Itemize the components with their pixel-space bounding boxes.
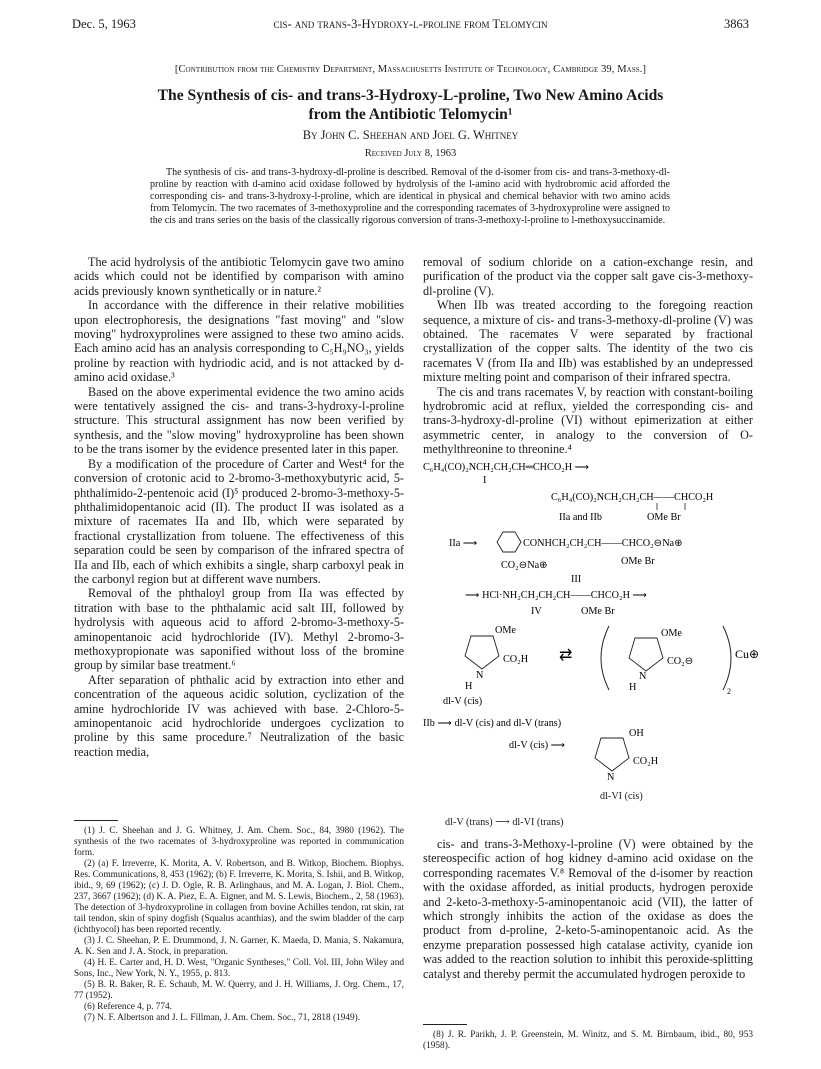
left-column (74, 255, 404, 759)
authors: By John C. Sheehan and Joel G. Whitney (302, 128, 519, 142)
page-header (72, 17, 749, 37)
scheme-step-8: dl-V (trans) ⟶ dl-VI (trans) (445, 817, 564, 828)
paragraph: cis- and trans-3-Methoxy-l-proline (V) were obtained by the stereospecific action of hog kidney d-amino acid oxidase on the corresponding racemates V.⁸ Removal of the d-isomer by reaction with the oxidase afforded, as initial products, hydrogen peroxide and 2-keto-3-methoxy-5-aminopentanoic acid (VII), the latter of which strongly inhibits the action of the oxidase as does the product from d-proline, 2-keto-5-aminopentanoic acid. As the enzyme preparation possessed high catalase activity, cyanide ion was added to the reaction solution to inhibit this peroxide-splitting catalyst and thereby permit the accumulated hydrogen peroxide to (423, 837, 753, 981)
compound-label-III: III (571, 574, 582, 585)
footnote: (2) (a) F. Irreverre, K. Morita, A. V. Robertson, and B. Witkop, Biochem. Biophys. Res. Communications, 8, 453 (1962); (b) F. Irreverre, K. Morita, S. Ishii, and B. Witkop, ibid., 9, 69 (1962); (c) J. D. Ogle, R. B. Arlinghaus, and M. A. Logan, J. Biol. Chem., 237, 3667 (1962); (d) K. A. Piez, E. A. Eigner, and M. S. Lewis, Biochem., 2, 58 (1963). The detection of 3-hydroxyproline in collagen from bovine Achilles tendon, rat skin, rat tail tendon, skin of spiny dogfish (Squalus acanthias), and the swim bladder of the carp (ichthyocol) has been reported recently. (74, 859, 404, 935)
title-line-2: from the Antibiotic Telomycin¹ (308, 106, 513, 123)
compound-label-IV: IV (531, 606, 542, 617)
footnote: (6) Reference 4, p. 774. (84, 1002, 173, 1012)
scheme-step-3: CONHCH₂CH₂CH——CHCO₂⊖Na⊕ (523, 538, 683, 549)
scheme-step-3-sub2: OMe Br (621, 556, 655, 567)
copper-ion: Cu⊕ (735, 647, 760, 661)
paragraph: After separation of phthalic acid by extraction into ether and concentration of the aqueous acidic solution, cyclization of the amine hydrochloride IV was achieved with base. 2-Chloro-5-aminopentanoic acid hydrochloride undergoes cyclization to proline by this same procedure.⁷ Neutralization of the basic reaction media, (74, 672, 404, 759)
paragraph: In accordance with the difference in their relative mobilities upon electrophoresis, the designations "fast moving" and "slow moving" hydroxyprolines were assigned to these two amino acids. Each amino acid has an analysis corresponding to C₅H₉NO₃, yields proline by reaction with hydriodic acid, and is not attacked by d-amino acid oxidase.³ (74, 298, 404, 385)
abstract: The synthesis of cis- and trans-3-hydroxy-dl-proline is described. Removal of the d-isomer from cis- and trans-3-methoxy-dl-proline by reaction with d-amino acid oxidase followed by hydrolysis of the l-amino acid with hydrobromic acid afforded the corresponding cis- and trans-3-hydroxy-l-proline, which are identical in physical and chemical behavior with two amino acids from Telomycin. The two racemates of 3-methoxyproline and the corresponding racemates of 3-hydroxyproline were assigned to the cis and trans series on the basis of the classically rigorous conversion of trans-3-methoxy-l-proline to l-methoxysuccinamide. (150, 167, 670, 226)
page-number: 3863 (724, 17, 749, 31)
scheme-step-1: C₆H₄(CO)₂NCH₂CH₂CH═CHCO₂H ⟶ (423, 462, 590, 473)
vi-carboxyl: CO₂H (633, 756, 659, 767)
cu-hydrogen: H (629, 682, 637, 693)
paragraph: The cis and trans racemates V, by reaction with constant-boiling hydrobromic acid at reflux, yielded the corresponding cis- and trans-3-hydroxy-dl-proline (VI) without epimerization at either asymmetric center, in analogy to the conversion of O-methylthreonine to threonine.⁴ (423, 384, 753, 457)
compound-label-dl-V-cis: dl-V (cis) (443, 696, 483, 707)
paragraph: removal of sodium chloride on a cation-exchange resin, and purification of the product via the copper salt gave cis-3-methoxy-dl-proline (V). (423, 255, 753, 298)
v-methoxy: OMe (495, 625, 516, 636)
v-hydrogen: H (465, 681, 473, 692)
received-date: Received July 8, 1963 (364, 148, 457, 159)
footnote: (8) J. R. Parikh, J. P. Greenstein, M. Winitz, and S. M. Birnbaum, ibid., 80, 953 (1958). (423, 1030, 753, 1051)
benzene-ring (497, 532, 521, 552)
footnote: (1) J. C. Sheehan and J. G. Whitney, J. Am. Chem. Soc., 84, 3980 (1962). The synthesis of the two racemates of 3-hydroxyproline was reported in communication form. (74, 826, 404, 858)
right-bracket (723, 626, 731, 690)
v-carboxyl: CO₂H (503, 654, 529, 665)
compound-label-dl-VI-cis: dl-VI (cis) (600, 791, 643, 802)
reaction-scheme (423, 458, 763, 783)
contribution-line: [Contribution from the Chemistry Department, Massachusetts Institute of Technology, Cambridge 39, Mass.] (174, 64, 647, 75)
scheme-step-6: IIb ⟶ dl-V (cis) and dl-V (trans) (423, 718, 562, 729)
right-column-continued (423, 837, 753, 981)
scheme-step-3-arrow: IIa ⟶ (449, 538, 478, 549)
footnote: (4) H. E. Carter and, H. D. West, "Organic Syntheses," Coll. Vol. III, John Wiley and Sons, Inc., New York, N. Y., 1955, p. 813. (74, 958, 404, 979)
scheme-step-4-sub: OMe Br (581, 606, 615, 617)
scheme-step-2-sub: OMe Br (647, 512, 681, 523)
scheme-step-3-sub1: CO₂⊖Na⊕ (501, 560, 548, 571)
footnotes-right (423, 1030, 753, 1052)
compound-label-I: I (483, 475, 487, 486)
scheme-step-7: dl-V (cis) ⟶ (509, 740, 566, 751)
article-title (70, 86, 751, 124)
footnote: (3) J. C. Sheehan, P. E. Drummond, J. N. Garner, K. Maeda, D. Mania, S. Nakamura, A. K. Sen and J. A. Stock, in preparation. (74, 936, 404, 957)
cu-methoxy: OMe (661, 628, 682, 639)
scheme-step-2: C₆H₄(CO)₂NCH₂CH₂CH——CHCO₂H (551, 492, 714, 503)
vi-hydroxyl: OH (629, 728, 644, 739)
paragraph: Based on the above experimental evidence the two amino acids were tentatively assigned the cis- and trans-3-hydroxy-l-proline structure. This structural assignment has now been verified by synthesis, and the "slow moving" hydroxyproline has been shown to be the trans isomer by the evidence presented later in this paper. (74, 384, 404, 457)
cu-nitrogen: N (639, 671, 647, 682)
running-title: cis- and trans-3-Hydroxy-l-proline from Telomycin (273, 17, 548, 31)
v-nitrogen: N (476, 670, 484, 681)
right-column (423, 255, 753, 457)
footnote: (7) N. F. Albertson and J. L. Fillman, J. Am. Chem. Soc., 71, 2818 (1949). (84, 1013, 361, 1023)
left-bracket (601, 626, 609, 690)
footnote-rule-right (423, 1024, 467, 1025)
proline-ring-copper-salt (629, 628, 693, 693)
equilibrium-arrows: ⇄ (559, 647, 573, 664)
header-date: Dec. 5, 1963 (72, 17, 136, 31)
footnote: (5) B. R. Baker, R. E. Schaub, M. W. Querry, and J. H. Williams, J. Org. Chem., 17, 77 (1952). (74, 980, 404, 1001)
compound-label-IIa-IIb: IIa and IIb (559, 512, 602, 523)
paragraph: The acid hydrolysis of the antibiotic Telomycin gave two amino acids which could not be identified by comparison with amino acids previously known synthetically or in nature.² (74, 255, 404, 298)
paragraph: By a modification of the procedure of Carter and West⁴ for the conversion of crotonic acid to 2-bromo-3-methoxybutyric acid, 5-phthalimido-2-pentenoic acid (I)⁵ produced 2-bromo-3-methoxy-5-phthalimidopentanoic acid (II). The product II was isolated as a mixture of racemates IIa and IIb, which were separated by fractional crystallization from toluene. The effectiveness of this separation could be seen by comparison of the infrared spectra of IIa and IIb, each of which exhibits a single, sharp carboxyl peak in the carbonyl region but at different wave numbers. (74, 456, 404, 586)
footnote-rule-left (74, 820, 118, 821)
title-line-1: The Synthesis of cis- and trans-3-Hydroxy-L-proline, Two New Amino Acids (157, 87, 664, 104)
vi-nitrogen: N (607, 772, 615, 783)
footnotes-left (74, 826, 404, 1024)
scheme-step-4: ⟶ HCl·NH₂CH₂CH₂CH——CHCO₂H ⟶ (465, 590, 648, 601)
cu-carboxylate: CO₂⊖ (667, 656, 694, 667)
proline-ring-V (465, 625, 529, 692)
paragraph: When IIb was treated according to the foregoing reaction sequence, a mixture of cis- and trans-3-methoxy-dl-proline (V) was obtained. The racemates V were separated by fractional crystallization of the copper salts. The identity of the two cis racemates V (from IIa and IIb) was established by an undepressed mixture melting point and comparison of their infrared spectra. (423, 298, 753, 385)
paragraph: Removal of the phthaloyl group from IIa was effected by titration with base to the phthalamic acid salt III, followed by hydrolysis with aqueous acid to afford 2-bromo-3-methoxy-5-aminopentanoic acid hydrochloride (IV). Methyl 2-bromo-3-methoxypropionate was saponified without loss of the bromine group by similar base treatment.⁶ (74, 586, 404, 673)
proline-ring-VI (595, 728, 659, 783)
cu-subscript: 2 (727, 687, 731, 696)
